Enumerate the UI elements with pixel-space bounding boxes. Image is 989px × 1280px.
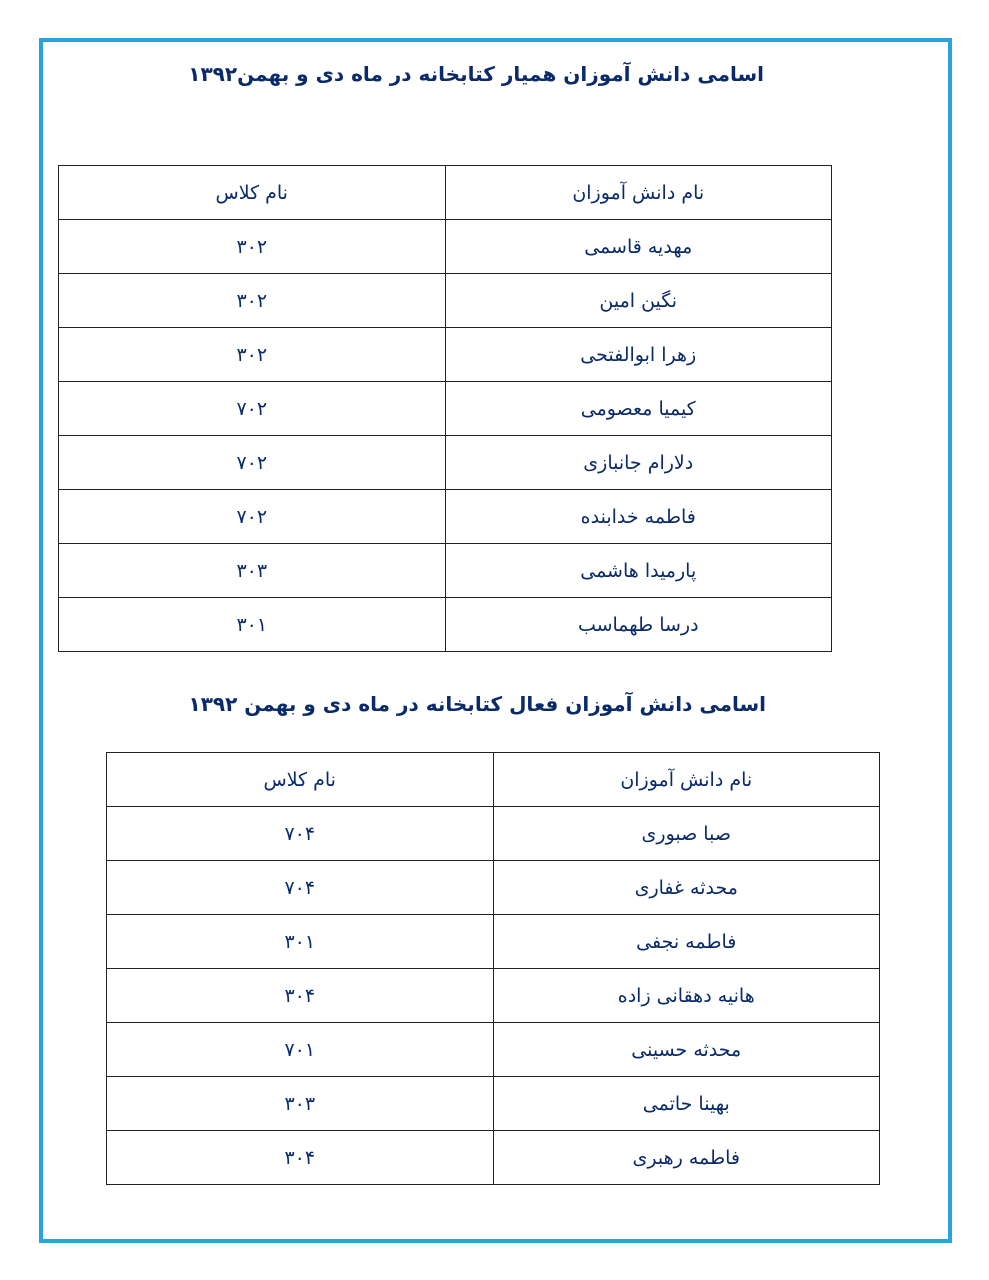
student-name-cell: بهینا حاتمی	[493, 1077, 880, 1131]
class-cell: ۳۰۳	[59, 544, 446, 598]
table-header-row	[107, 753, 880, 807]
student-name-cell: پارمیدا هاشمی	[445, 544, 832, 598]
class-cell: ۷۰۱	[107, 1023, 494, 1077]
student-name-cell: محدثه حسینی	[493, 1023, 880, 1077]
table-row	[59, 544, 832, 598]
table-row	[107, 969, 880, 1023]
table-row	[59, 274, 832, 328]
class-cell: ۳۰۲	[59, 328, 446, 382]
active-students-table	[106, 752, 880, 1185]
class-cell: ۳۰۳	[107, 1077, 494, 1131]
class-cell: ۷۰۴	[107, 861, 494, 915]
student-name-cell: صبا صبوری	[493, 807, 880, 861]
section-1-title: اسامی دانش آموزان همیار کتابخانه در ماه دی و بهمن۱۳۹۲	[188, 62, 764, 86]
table-row	[107, 1023, 880, 1077]
student-name-cell: فاطمه نجفی	[493, 915, 880, 969]
student-name-cell: نگین امین	[445, 274, 832, 328]
table-row	[107, 807, 880, 861]
student-name-cell: مهدیه قاسمی	[445, 220, 832, 274]
table-row	[107, 1131, 880, 1185]
table-row	[107, 915, 880, 969]
student-name-cell: کیمیا معصومی	[445, 382, 832, 436]
class-cell: ۳۰۴	[107, 969, 494, 1023]
table-row	[59, 220, 832, 274]
table-header-row	[59, 166, 832, 220]
class-name-header: نام کلاس	[59, 166, 446, 220]
helpers-table	[58, 165, 832, 652]
class-cell: ۷۰۲	[59, 490, 446, 544]
table-row	[59, 382, 832, 436]
student-name-cell: درسا طهماسب	[445, 598, 832, 652]
class-cell: ۳۰۲	[59, 274, 446, 328]
student-name-cell: زهرا ابوالفتحی	[445, 328, 832, 382]
class-cell: ۳۰۱	[107, 915, 494, 969]
student-name-header: نام دانش آموزان	[445, 166, 832, 220]
student-name-cell: هانیه دهقانی زاده	[493, 969, 880, 1023]
class-cell: ۷۰۲	[59, 436, 446, 490]
class-cell: ۷۰۲	[59, 382, 446, 436]
class-cell: ۳۰۱	[59, 598, 446, 652]
table-row	[107, 861, 880, 915]
student-name-cell: فاطمه رهبری	[493, 1131, 880, 1185]
class-cell: ۳۰۴	[107, 1131, 494, 1185]
table-row	[59, 328, 832, 382]
student-name-cell: دلارام جانبازی	[445, 436, 832, 490]
class-cell: ۷۰۴	[107, 807, 494, 861]
class-name-header: نام کلاس	[107, 753, 494, 807]
table-row	[59, 436, 832, 490]
student-name-cell: فاطمه خدابنده	[445, 490, 832, 544]
table-row	[59, 598, 832, 652]
student-name-cell: محدثه غفاری	[493, 861, 880, 915]
class-cell: ۳۰۲	[59, 220, 446, 274]
student-name-header: نام دانش آموزان	[493, 753, 880, 807]
section-2-title: اسامی دانش آموزان فعال کتابخانه در ماه دی و بهمن ۱۳۹۲	[188, 692, 766, 716]
table-row	[59, 490, 832, 544]
table-row	[107, 1077, 880, 1131]
